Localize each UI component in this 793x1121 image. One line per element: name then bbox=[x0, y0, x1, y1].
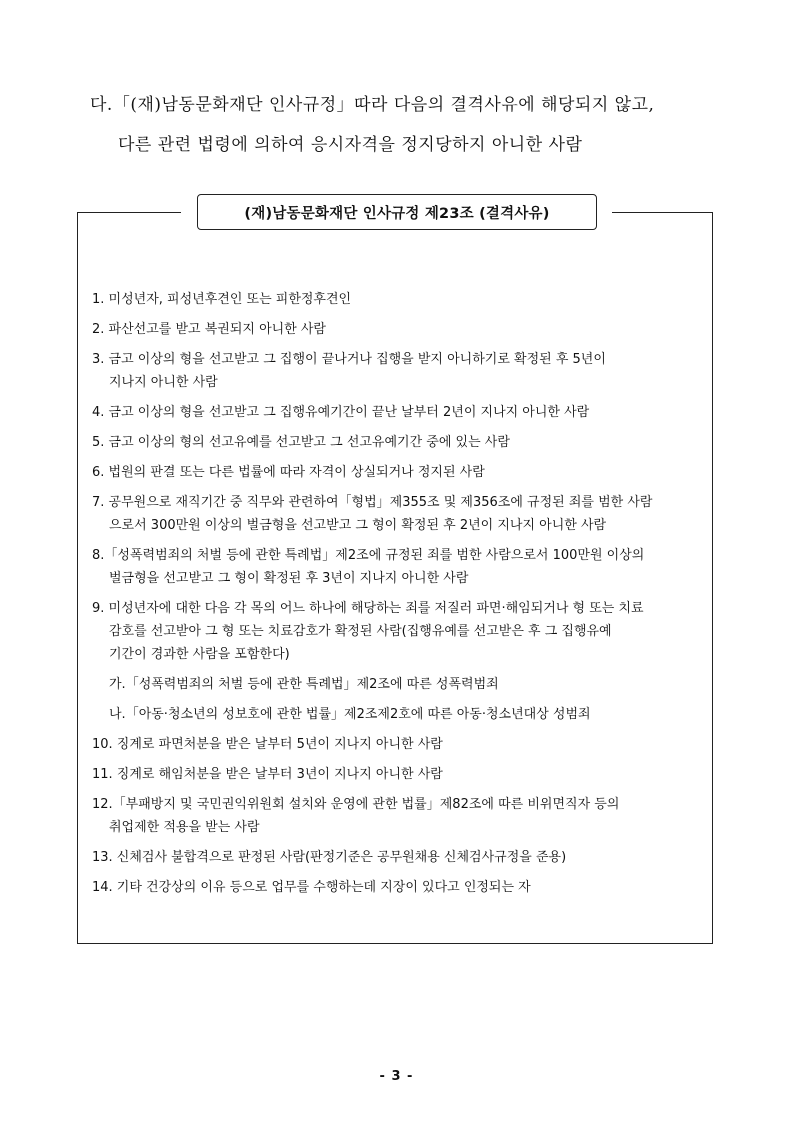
list-subitem bbox=[92, 673, 700, 696]
box-top-border-left bbox=[77, 212, 181, 213]
list-item-line: 8.「성폭력범죄의 처벌 등에 관한 특례법」제2조에 규정된 죄를 범한 사람으로서 100만원 이상의 bbox=[92, 548, 645, 563]
list-item bbox=[92, 846, 700, 869]
list-item bbox=[92, 793, 700, 839]
list-item-line: 3. 금고 이상의 형을 선고받고 그 집행이 끝나거나 집행을 받지 아니하기로 확정된 후 5년이 bbox=[92, 352, 606, 367]
list-item bbox=[92, 461, 700, 484]
list-item-line: 감호를 선고받아 그 형 또는 치료감호가 확정된 사람(집행유예를 선고받은 후 그 집행유예 bbox=[109, 624, 612, 639]
box-title bbox=[197, 194, 597, 230]
list-item-line: 가.「성폭력범죄의 처벌 등에 관한 특례법」제2조에 따른 성폭력범죄 bbox=[109, 677, 499, 692]
list-item-line: 1. 미성년자, 피성년후견인 또는 피한정후견인 bbox=[92, 292, 352, 307]
list-item-line: 벌금형을 선고받고 그 형이 확정된 후 3년이 지나지 아니한 사람 bbox=[109, 571, 469, 586]
list-item-line: 6. 법원의 판결 또는 다른 법률에 따라 자격이 상실되거나 정지된 사람 bbox=[92, 465, 485, 480]
list-item-line: 으로서 300만원 이상의 벌금형을 선고받고 그 형이 확정된 후 2년이 지나지 아니한 사람 bbox=[109, 518, 607, 533]
page-number: - 3 - bbox=[379, 1069, 414, 1084]
list-item-line: 5. 금고 이상의 형의 선고유예를 선고받고 그 선고유예기간 중에 있는 사람 bbox=[92, 435, 510, 450]
list-item-line: 14. 기타 건강상의 이유 등으로 업무를 수행하는데 지장이 있다고 인정되는 자 bbox=[92, 880, 531, 895]
list-item bbox=[92, 348, 700, 394]
list-item-line: 9. 미성년자에 대한 다음 각 목의 어느 하나에 해당하는 죄를 저질러 파면·해임되거나 형 또는 치료 bbox=[92, 601, 644, 616]
list-item-line: 지나지 아니한 사람 bbox=[109, 375, 218, 390]
list-item bbox=[92, 544, 700, 590]
intro-line-1: 다.「(재)남동문화재단 인사규정」따라 다음의 결격사유에 해당되지 않고, bbox=[90, 95, 655, 115]
list-item bbox=[92, 401, 700, 424]
list-item bbox=[92, 288, 700, 311]
list-item-line: 기간이 경과한 사람을 포함한다) bbox=[109, 647, 290, 662]
list-item bbox=[92, 763, 700, 786]
list-subitem bbox=[92, 703, 700, 726]
list-item bbox=[92, 876, 700, 899]
list-item bbox=[92, 491, 700, 537]
box-title-text: (재)남동문화재단 인사규정 제23조 (결격사유) bbox=[244, 205, 550, 222]
list-item-line: 11. 징계로 해임처분을 받은 날부터 3년이 지나지 아니한 사람 bbox=[92, 767, 443, 782]
intro-line-2: 다른 관련 법령에 의하여 응시자격을 정지당하지 아니한 사람 bbox=[118, 135, 583, 155]
list-item-line: 나.「아동·청소년의 성보호에 관한 법률」제2조제2호에 따른 아동·청소년대상 성범죄 bbox=[109, 707, 591, 722]
disqualification-list bbox=[92, 288, 700, 906]
list-item bbox=[92, 318, 700, 341]
list-item-line: 10. 징계로 파면처분을 받은 날부터 5년이 지나지 아니한 사람 bbox=[92, 737, 443, 752]
list-item-line: 4. 금고 이상의 형을 선고받고 그 집행유예기간이 끝난 날부터 2년이 지나지 아니한 사람 bbox=[92, 405, 590, 420]
list-item bbox=[92, 597, 700, 666]
list-item-line: 13. 신체검사 불합격으로 판정된 사람(판정기준은 공무원채용 신체검사규정을 준용) bbox=[92, 850, 567, 865]
list-item-line: 12.「부패방지 및 국민권익위원회 설치와 운영에 관한 법률」제82조에 따른 비위면직자 등의 bbox=[92, 797, 620, 812]
list-item-line: 취업제한 적용을 받는 사람 bbox=[109, 820, 260, 835]
list-item-line: 2. 파산선고를 받고 복권되지 아니한 사람 bbox=[92, 322, 326, 337]
box-top-border-right bbox=[612, 212, 713, 213]
list-item bbox=[92, 733, 700, 756]
list-item-line: 7. 공무원으로 재직기간 중 직무와 관련하여「형법」제355조 및 제356조에 규정된 죄를 범한 사람 bbox=[92, 495, 653, 510]
list-item bbox=[92, 431, 700, 454]
